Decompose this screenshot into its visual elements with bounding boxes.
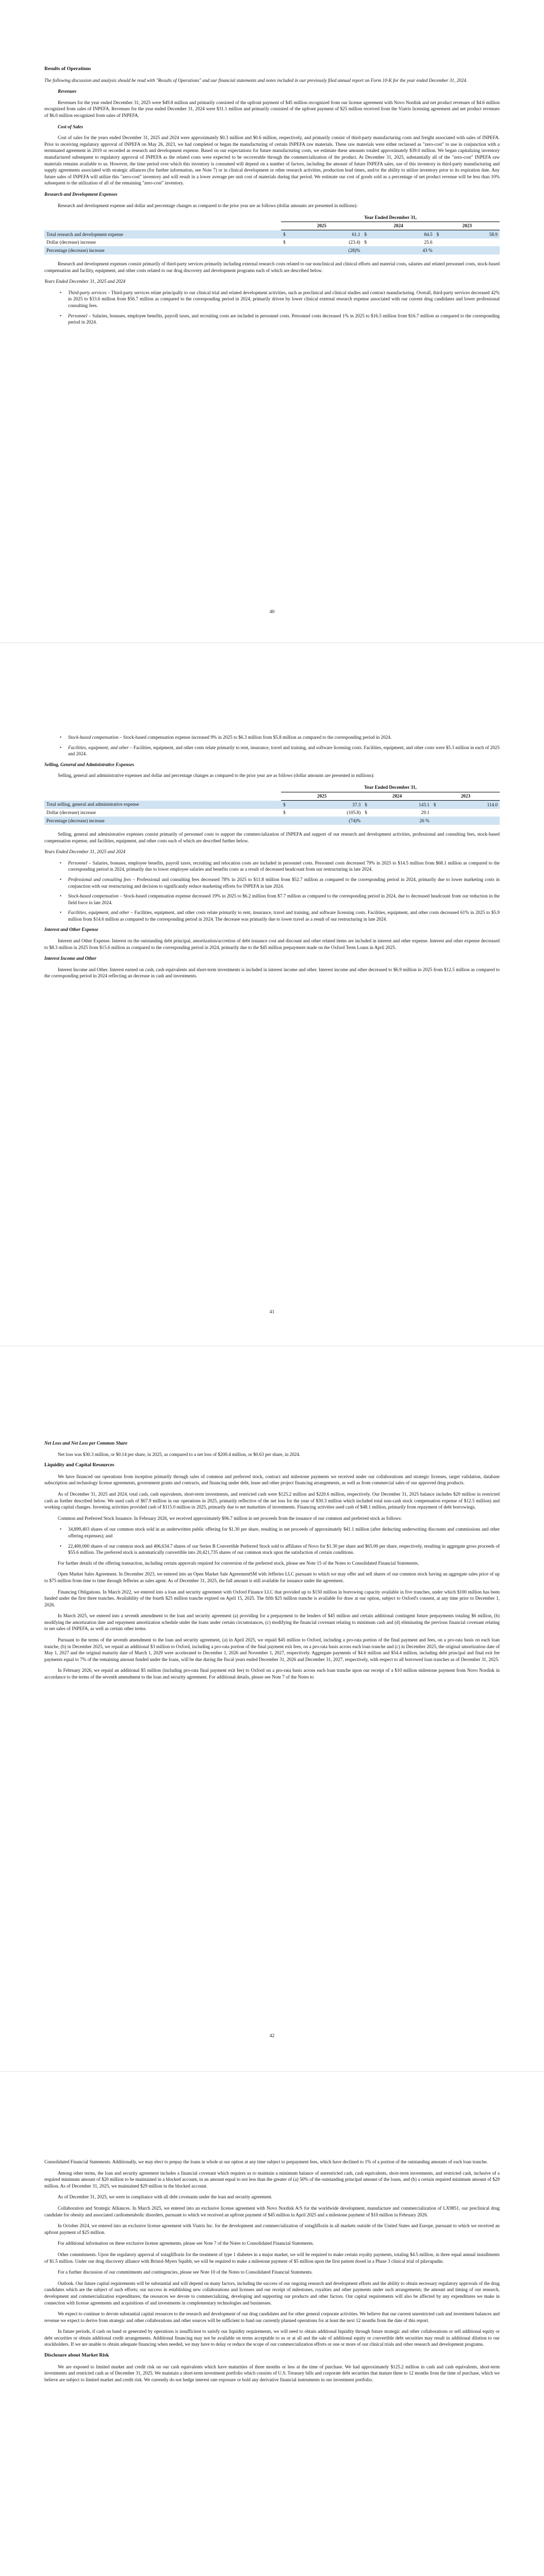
sga-year: 2024 [362,792,431,801]
interest-other-heading: Interest and Other Expense [44,927,98,933]
rd-bullets-1 [44,290,500,326]
currency: $ [362,230,372,239]
liq-paragraph: We have financed our operations from inception primarily through sales of common and preferred stock, contract and milestone payments we received under our collaborations and strategic licenses, target validation, database subscription and technology license agreements, government grants and contracts, and financing under debt, lease and other project financing arrangements, as well as from commercial sales of our approved drug products. [44,1473,500,1486]
currency: $ [283,810,286,816]
rd-heading: Research and Development Expenses [44,191,118,197]
row-label: Total research and development expense [44,230,281,239]
cell-value: 29.1 [421,810,430,816]
page-42 [0,1440,544,1685]
list-item: • Facilities, equipment, and other – Facilities, equipment, and other costs relate primarily to rent, insurance, travel and training, and software licensing costs. Facilities, equipment, and other costs were $5.3 million in each of 2025 and 2024. [60,744,500,757]
list-item: • Third-party services – Third-party services relate principally to our clinical trial and related development activities, such as preclinical and clinical studies and contract manufacturing. Overall, third-party services decreased 42% in 2025 to $33.6 million from $56.7 million as compared to the corresponding period in 2024, primarily driven by lower clinical external research expense associated with our current drug candidates and lower professional consulting fees. [60,290,500,309]
currency: $ [435,230,444,239]
cell-value: 61.1 [290,230,362,239]
net-loss-text: Net loss was $30.3 million, or $0.14 per share, in 2025, as compared to a net loss of $200.4 million, or $0.63 per share, in 2024. [58,1451,301,1457]
table-row [44,230,500,239]
list-item: • Stock-based compensation – Stock-based compensation expense decreased 19% in 2025 to $6.2 million from $7.7 million as compared to the corresponding period in 2024, due to decreased headcount from our reduction in the field force in late 2024. [60,893,500,906]
cell-value: 84.5 [372,230,435,239]
currency: $ [432,801,441,809]
list-item: • 22,400,000 shares of our common stock and 406,634.7 shares of our Series B Convertible Preferred Stock sold to affiliates of Novo for $1.30 per share and $65.00 per share, respectively, resulting in aggregate gross proceeds of $55.6 million. The preferred stock is automatically convertible into 20,421,735 shares of our common stock upon the satisfaction of certain conditions. [60,1543,500,1556]
list-item: • Facilities, equipment, and other – Facilities, equipment, and other costs relate primarily to rent, insurance, travel and training, and software licensing costs. Facilities, equipment, and other costs decreased 61% in 2025 to $5.9 million from $14.6 million as compared to the corresponding period in 2024. The decrease was primarily due to lower travel as a result of our restructuring in late 2024. [60,909,500,922]
p4-paragraph: Consolidated Financial Statements. Additionally, we may elect to prepay the loans in whole at our option at any time subject to prepayment fees, which have declined to 1% of a portion of the outstanding amounts of each loan tranche. [44,2159,488,2164]
page-43 [0,2159,544,2387]
sga-year: 2025 [281,792,362,801]
net-loss-heading: Net Loss and Net Loss per Common Share [44,1440,128,1446]
liq-bullets [44,1526,500,1555]
cos-heading: Cost of Sales [58,124,84,129]
cell-value: 43 % [372,246,435,255]
list-item: • Professional and consulting fees – Professional and consulting fees decreased 78% in 2025 to $11.8 million from $52.7 million as compared to the corresponding period in 2024, primarily due to lower marketing costs in conjunction with our restructuring and decision to significantly reduce marketing efforts for INPEFA in late 2024. [60,876,500,889]
results-header: Results of Operations [44,66,91,72]
cell-value: 37.3 [290,801,362,809]
liq-paragraph: For further details of the offering transaction, including certain approvals required for conversion of the preferred stock, please see Note 15 of the Notes to Consolidated Financial Statements. [58,1560,419,1566]
list-item: • Stock-based compensation – Stock-based compensation expense increased 9% in 2025 to $6.3 million from $5.8 million as compared to the corresponding period in 2024. [60,734,500,741]
liq-paragraph: Pursuant to the terms of the seventh amendment to the loan and security agreement, (a) in April 2025, we repaid $45 million to Oxford, including a pro-rata portion of the final payment and fees, on a pro-rata basis on each loan tranche, (b) in December 2025, we repaid an additional $3 million to Oxford, including a pro-rata portion of the final payment exit fees, on a pro-rata basis across each loan tranche and (c) in December 2025, the original amortization date of May 1, 2027 and the original maturity date of March 1, 2029 were accelerated to December 1, 2026 and November 1, 2027, respectively. Aggregate payments of $4.6 million and $54.4 million, including debt principal and final exit fee payments equal to 7% of the remaining amount funded under the loans, will be due during the fiscal years ended December 31, 2026 and December 31, 2027, respectively, with respect to all borrowed loan tranches as of December 31, 2025. [44,1637,500,1662]
currency: $ [364,240,367,245]
currency: $ [281,230,290,239]
list-item: • Personnel – Salaries, bonuses, employee benefits, payroll taxes, and recruiting costs are included in personnel costs. Personnel costs decreased 1% in 2025 to $16.5 million from $16.7 million as compared to the corresponding period in 2024. [60,313,500,326]
cell-value: 114.0 [441,801,500,809]
sga-period-label: Year Ended December 31, [281,784,500,792]
p4-paragraph: We expect to continue to devote substantial capital resources to the research and development of our drug candidates and for other general corporate activities. We believe that our current unrestricted cash and investment balances and revenue we expect to derive from strategic and other collaborations and other sources will be sufficient to fund our currently planned operations for at least the next 12 months from the date of this report. [44,2311,500,2323]
list-item: • Personnel – Salaries, bonuses, employee benefits, payroll taxes, recruiting and relocation costs are included in personnel costs. Personnel costs decreased 79% in 2025 to $14.5 million from $68.1 million as compared to the corresponding period in 2024, primarily due to lower employee salaries and benefits costs as a result of decreased headcount from our restructuring in late 2024. [60,860,500,873]
cell-value: (105.8) [347,810,361,816]
sga-text2: Selling, general and administrative expenses consist primarily of personnel costs to support the commercialization of INPEFA and support of our research and development activities, professional and consulting fees, stock-based compensation expense, and facilities, equipment, and other costs each of which are described further below. [44,831,500,843]
page-40 [0,66,544,330]
row-label: Total selling, general and administrative expense [44,801,281,809]
sga-heading: Selling, General and Administrative Expenses [44,761,134,767]
rd-year: 2024 [362,222,435,230]
table-row [44,239,500,247]
row-label: Percentage (decrease) increase [44,246,281,255]
liq-paragraph: In March 2025, we entered into a seventh amendment to the loan and security agreement (a) providing for a prepayment to the lenders of $45 million and certain additional contingent future prepayments totaling $6 million, (b) modifying the amortization date and repayment amortization schedule under the loans under certain circumstances, (c) modifying the financial covenant relating to minimum cash and (d) eliminating the previous financial covenant relating to net sales of INPEFA, as well as certain other terms. [44,1613,500,1632]
cell-value: (28)% [290,246,362,255]
liq-paragraph: Financing Obligations. In March 2022, we entered into a loan and security agreement with Oxford Finance LLC that provided up to $150 million in borrowing capacity available in five tranches, under which $100 million has been funded under the first three tranches. Availability of the fourth $25 million tranche expired on April 15, 2025. The fifth $25 million tranche is available for draw at our option, subject to Oxford's consent, at any time prior to December 1, 2026. [44,1589,500,1607]
page-number: 41 [269,1310,275,1315]
sga-bullets [44,860,500,923]
cell-value: (23.4) [349,240,360,245]
table-row [44,817,500,825]
rd-intro: Research and development expense and dollar and percentage changes as compared to the prior year are as follows (dollar amounts are presented in millions): [58,202,358,208]
currency: $ [362,801,372,809]
row-label: Dollar (decrease) increase [46,810,96,816]
revenues-heading: Revenues [58,89,77,94]
liq-paragraph: Common and Preferred Stock Issuance. In February 2026, we received approximately $96.7 million in net proceeds from the issuance of our common and preferred stock as follows: [58,1515,402,1521]
cos-text: Cost of sales for the years ended December 31, 2025 and 2024 were approximately $0.3 million and $0.6 million, respectively, and primarily consist of third-party manufacturing costs and freight associated with sales of INPEFA. Prior to receiving regulatory approval of INPEFA on May 26, 2023, we had completed or began the manufacturing of certain INPEFA raw materials. These raw materials were either reclassed as "zero-cost" to use in conjunction with a terminated agreement in 2019 or recorded as research and development expense. Based on our expectations for future manufacturing costs, we estimate these amounts totaled approximately $39.0 million. We began capitalizing inventory manufactured subsequent to regulatory approval of INPEFA as the related costs were expected to be recoverable through the commercialization of the product. At December 31, 2025, substantially all of the "zero-cost" INPEFA raw materials remains available to us. However, the time period over which this inventory is consumed will depend on a number of factors, including the amount of future INPEFA sales, use of this inventory in third-party manufacturing and supply agreements associated with strategic alliances (for further information, see Note 7) or in clinical development or other research activities, production lead times, and/or the ability to utilize inventory prior to its expiration date. Any future sales of INPEFA will utilize this "zero-cost" inventory and will result in a lower average per unit cost of materials during that period. We estimate our cost of goods sold as a percentage of net product revenue will be less than 10% subsequent to the utilization of all of the remaining "zero-cost" inventory. [44,135,500,186]
cell-value: (74)% [290,817,362,825]
table-row [44,809,500,817]
p4-paragraph: Among other terms, the loan and security agreement includes a financial covenant which requires us to maintain a minimum balance of unrestricted cash, cash equivalents, short-term investments, and restricted cash, inclusive of a required minimum amount of $20 million to be maintained in a blocked account, in an amount equal to not less than the greater of (a) 50% of the outstanding principal amount of the loans, and (b) a certain required minimum amount of $29 million. As of December 31, 2025, we maintained $29 million in the blocked account. [44,2170,500,2189]
sga-period: Years Ended December 31, 2025 and 2024 [44,849,126,855]
p4-paragraph: Outlook. Our future capital requirements will be substantial and will depend on many factors, including the success of our ongoing research and development efforts and the ability to obtain necessary regulatory approvals of the drug candidates which are the subject of such efforts; our success in establishing new collaborations and licenses and our receipt of milestones, royalties and other payments under such arrangements; the amount and timing of our research, development and commercialization expenditures; the resources we devote to commercializing, developing and supporting our products and other factors. Our capital requirements will also be affected by any expenditures we make in connection with license agreements and acquisitions of and investments in complementary technologies and businesses. [44,2280,500,2306]
sga-intro: Selling, general and administrative expenses and dollar and percentage changes as compared to the prior year are as follows (dollar amounts are presented in millions): [58,773,375,778]
cell-value: 143.1 [372,801,431,809]
liq-paragraph: In February 2026, we repaid an additional $5 million (including pro-rata final payment exit fee) to Oxford on a pro-rata basis across each loan tranche upon our receipt of a $10 million milestone payment from Novo Nordisk in accordance to the terms of the seventh amendment to the loan and security agreement. For additional details, please see Note 7 of the Notes to [44,1668,500,1680]
rd-year: 2025 [281,222,362,230]
row-label: Percentage (decrease) increase [44,817,281,825]
rd-period-label: Year Ended December 31, [281,213,500,222]
p4-paragraph: As of December 31, 2025, we were in compliance with all debt covenants under the loan and security agreement. [58,2194,273,2200]
list-item: • 34,899,403 shares of our common stock sold in an underwritten public offering for $1.30 per share, resulting in net proceeds of approximately $41.1 million (after deducting underwriting discounts and commissions and other offering expenses); and [60,1526,500,1539]
cell-value: 26 % [372,817,431,825]
page-number: 42 [269,2033,275,2039]
market-risk-text: We are exposed to limited market and credit risk on our cash equivalents which have maturities of three months or less at the time of purchase. We had approximately $125.2 million in cash and cash equivalents, short-term investments and restricted cash as of December 31, 2025. We maintain a short-term investment portfolio which consists of U.S. Treasury bills and corporate debt securities that mature three to 12 months from the time of purchase, which we believe are subject to limited market and credit risk. We currently do not hedge interest rate exposure or hold any derivative financial instruments in our investment portfolio. [44,2364,500,2382]
revenues-text: Revenues for the year ended December 31, 2025 were $49.8 million and primarily consisted of the upfront payment of $45 million recognized from our license agreement with Novo Nordisk and net product revenues of $4.6 million recognized from sales of INPEFA. Revenues for the year ended December 31, 2024 were $31.1 million and primarily consisted of the upfront payment of $25 million received from the Viatris licensing agreement and net product revenues of $6.0 million recognized from sales of INPEFA. [44,99,500,118]
cell-value: 25.6 [424,240,433,245]
currency: $ [283,240,286,245]
currency: $ [281,801,290,809]
page-41 [0,734,544,984]
p4-paragraph: Other commitments. Upon the regulatory approval of sotagliflozin for the treatment of type 1 diabetes in a major market, we will be required to make certain royalty payments, totaling $4.5 million, in three equal annual installments of $1.5 million. Under our drug discovery alliance with Bristol-Myers Squibb, we will be required to make a milestone payment of $5 million upon the first patient dosed in a Phase 3 clinical trial of pilavapadin. [44,2251,500,2264]
rd-year: 2023 [435,222,500,230]
table-row [44,801,500,809]
rd-table [44,213,500,255]
row-label: Dollar (decrease) increase [46,240,96,245]
p4-paragraph: For additional information on these exclusive license agreements, please see Note 7 of the Notes to Consolidated Financial Statements. [58,2241,314,2246]
table-row [44,246,500,255]
market-risk-heading: Disclosure about Market Risk [44,2352,109,2359]
liq-paragraph: Open Market Sales Agreement. In December 2023, we entered into an Open Market Sale AgreementSM with Jefferies LLC pursuant to which we may offer and sell shares of our common stock having an aggregate sales price of up to $75 million from time to time through Jefferies as sales agent. As of December 31, 2025, the full amount is still available for issuance under the agreement. [44,1571,500,1583]
p4-paragraph: In October 2024, we entered into an exclusive license agreement with Viatris Inc. for the development and commercialization of sotagliflozin in all markets outside of the United States and Europe, pursuant to which we received an upfront payment of $25 million. [44,2223,500,2235]
rd-text2: Research and development expenses consist primarily of third-party services primarily including external research costs related to our nonclinical and clinical efforts and material costs, salaries and related personnel costs, stock-based compensation and facility, equipment, and other costs related to our drug discovery and development programs each of which are described below. [44,261,500,273]
sga-table [44,784,500,825]
interest-other-text: Interest and Other Expense. Interest on the outstanding debt principal, amortization/accretion of debt issuance cost and discount and other related items are included in interest and other expense. Interest and other expense decreased to $8.3 million in 2025 from $15.6 million as compared to the corresponding period in 2024, primarily due to the $45 million prepayment made on the Oxford Term Loans in April 2025. [44,938,500,950]
rd-bullets-2 [44,734,500,757]
currency: $ [365,810,367,816]
liquidity-heading: Liquidity and Capital Resources [44,1462,114,1468]
results-intro: The following discussion and analysis should be read with "Results of Operations" and our financial statements and notes included in our previously filed annual report on Form 10-K for the year ended December 31, 2024. [44,77,468,83]
page-divider [0,2071,544,2072]
cell-value: 58.9 [444,230,500,239]
p4-paragraph: For a further discussion of our commitments and contingencies, please see Note 10 of the Notes to Consolidated Financial Statements. [58,2269,313,2275]
interest-income-heading: Interest Income and Other [44,956,96,961]
rd-period: Years Ended December 31, 2025 and 2024 [44,279,126,284]
p4-paragraph: In future periods, if cash on hand or generated by operations is insufficient to satisfy our liquidity requirements, we will need to obtain additional liquidity through future strategic and other collaborations or sell additional equity or debt securities or obtain additional credit arrangements. Additional financing may not be available on terms acceptable to us or at all and the sale of additional equity or convertible debt securities may result in additional dilution to our stockholders. If we are unable to obtain adequate financing when needed, we may have to delay or reduce the scope of our commercialization efforts or one or more of our clinical trials and other research and development programs. [44,2329,500,2347]
page-divider [0,642,544,643]
page-number: 40 [269,609,275,615]
interest-income-text: Interest Income and Other. Interest earned on cash, cash equivalents and short-term investments is included in interest income and other. Interest income and other decreased to $6.9 million in 2025 from $12.5 million as compared to the corresponding period in 2024 reflecting an decrease in cash and investments. [44,967,500,979]
liq-paragraph: As of December 31, 2025 and 2024, total cash, cash equivalents, short-term investments, and restricted cash were $125.2 million and $220.6 million, respectively. Our December 31, 2025 balance includes $20 million in restricted cash as further described below. We used cash of $67.9 million in our operations in 2025, primarily reflective of the net loss for the year of $30.3 million which included total non-cash stock compensation expense of $12.5 million) and working capital changes. Investing activities provided cash of $115.0 million in 2025, primarily due to net maturities of investments. Financing activities used cash of $48.1 million, primarily from repayment of debt borrowings. [44,1491,500,1510]
p4-paragraph: Collaboration and Strategic Alliances. In March 2025, we entered into an exclusive license agreement with Novo Nordisk A/S for the worldwide development, manufacture and commercialization of LX9851, our preclinical drug candidate for obesity and associated cardiometabolic disorders, pursuant to which we received an upfront payment of $45 million in April 2025 and a milestone payment of $10 million in February 2026. [44,2205,500,2217]
sga-year: 2023 [432,792,500,801]
